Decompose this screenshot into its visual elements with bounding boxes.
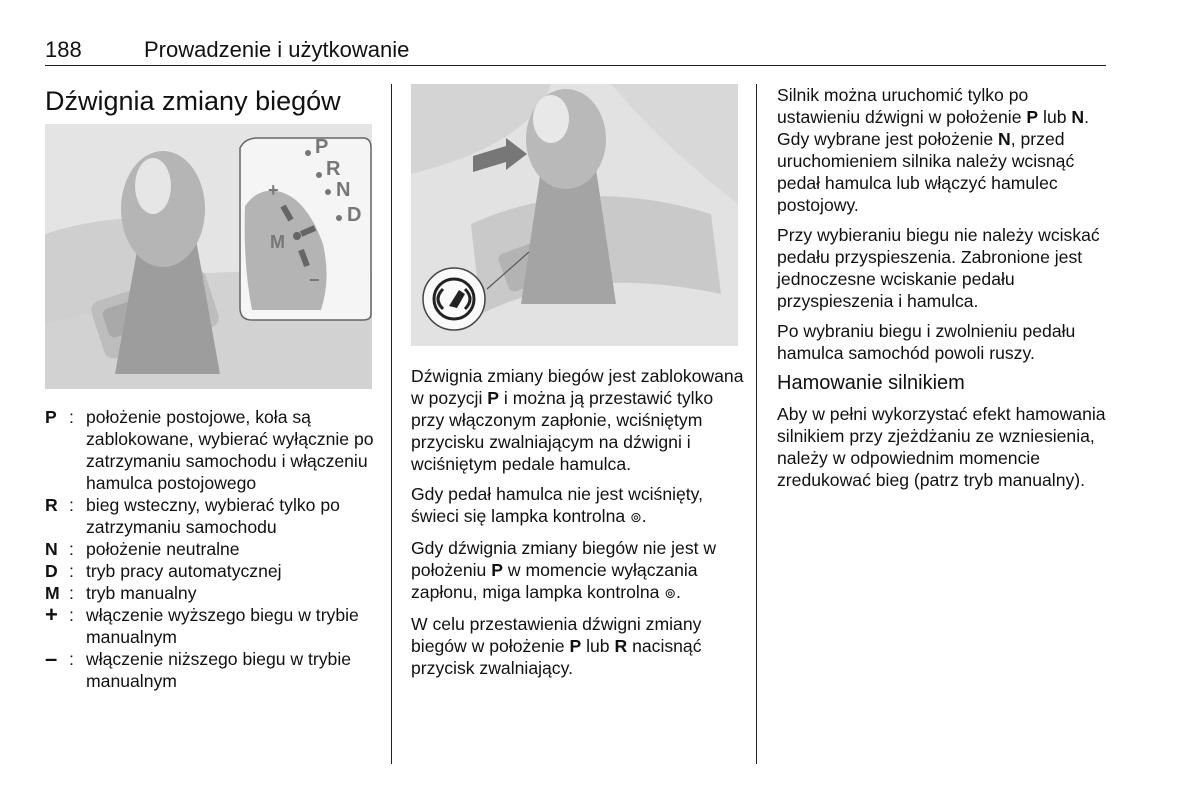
section-title: Dźwignia zmiany biegów [45, 86, 341, 116]
gate-label-n: N [336, 179, 351, 201]
gate-label-p: P [315, 136, 329, 158]
column-3-text [777, 84, 1112, 499]
separator: : [69, 495, 74, 515]
separator: : [69, 583, 74, 603]
gate-label-minus: − [309, 270, 320, 290]
column-divider-2 [756, 84, 757, 764]
header-rule [45, 65, 1106, 66]
gear-key: M [45, 583, 60, 603]
gear-key: + [45, 602, 58, 627]
gear-key: – [45, 646, 58, 671]
gear-description: bieg wsteczny, wybierać tylko po zatrzymaniu samochodu [86, 495, 340, 537]
gear-description: włączenie niższego biegu w trybie manualnym [86, 649, 352, 691]
paragraph: W celu przestawienia dźwigni zmiany biegów w położenie P lub R nacisnąć przycisk zwalniający. [411, 614, 702, 678]
subheading: Hamowanie silnikiem [777, 372, 965, 394]
gear-position-list [45, 406, 375, 692]
separator: : [69, 649, 74, 669]
list-item [45, 538, 375, 560]
list-item [45, 648, 375, 692]
paragraph: Przy wybieraniu biegu nie należy wciskać pedału przyspieszenia. Zabronione jest jednoczesne wciskanie pedału przyspieszenia i hamulca. [777, 225, 1100, 311]
gear-description: położenie postojowe, koła są zablokowane, wybierać wyłącznie po zatrzymaniu samochodu i włączeniu hamulca postojowego [86, 407, 374, 493]
gear-key: N [45, 539, 58, 559]
gear-description: włączenie wyższego biegu w trybie manualnym [86, 605, 359, 647]
list-item [45, 560, 375, 582]
separator: : [69, 605, 74, 625]
brake-lamp-icon: ⊚ [630, 510, 642, 526]
brake-lamp-icon: ⊚ [664, 586, 677, 602]
running-head: Prowadzenie i użytkowanie [144, 37, 410, 62]
paragraph: Aby w pełni wykorzystać efekt hamowania silnikiem przy zjeżdżaniu ze wzniesienia, należy w odpowiednim momencie zredukować bieg (patrz tryb manualny). [777, 404, 1106, 490]
column-divider-1 [391, 84, 392, 764]
gear-key: R [45, 495, 58, 515]
gear-description: tryb pracy automatycznej [86, 561, 282, 581]
paragraph: Po wybraniu biegu i zwolnieniu pedału hamulca samochód powoli ruszy. [777, 321, 1076, 363]
gate-label-m: M [270, 232, 285, 252]
separator: : [69, 561, 74, 581]
paragraph: Silnik można uruchomić tylko po ustawieniu dźwigni w położenie P lub N. Gdy wybrane jest położenie N, przed uruchomieniem silnika należy wcisnąć pedał hamulca lub włączyć hamulec postojowy. [777, 85, 1090, 215]
page-number: 188 [45, 37, 82, 62]
gear-description: położenie neutralne [86, 539, 240, 559]
list-item [45, 494, 375, 538]
separator: : [69, 407, 74, 427]
paragraph: Dźwignia zmiany biegów jest zablokowana w pozycji P i można ją przestawić tylko przy włączonym zapłonie, wciśniętym przycisku zwalniającym na dźwigni i wciśniętym pedale hamulca. [411, 366, 744, 474]
release-button-figure [411, 84, 738, 346]
gear-lever-figure [45, 124, 372, 389]
list-item [45, 604, 375, 648]
separator: : [69, 539, 74, 559]
gate-label-r: R [326, 158, 341, 180]
paragraph: Gdy pedał hamulca nie jest wciśnięty, świeci się lampka kontrolna ⊚. [411, 484, 704, 526]
gear-description: tryb manualny [86, 583, 197, 603]
gear-key: D [45, 561, 58, 581]
gear-key: P [45, 407, 57, 427]
column-2-text [411, 365, 746, 687]
gate-label-d: D [347, 204, 362, 226]
gate-label-plus: + [268, 180, 279, 200]
list-item [45, 582, 375, 604]
list-item [45, 406, 375, 494]
paragraph: Gdy dźwignia zmiany biegów nie jest w położeniu P w momencie wyłączania zapłonu, miga lampka kontrolna ⊚. [411, 538, 717, 602]
